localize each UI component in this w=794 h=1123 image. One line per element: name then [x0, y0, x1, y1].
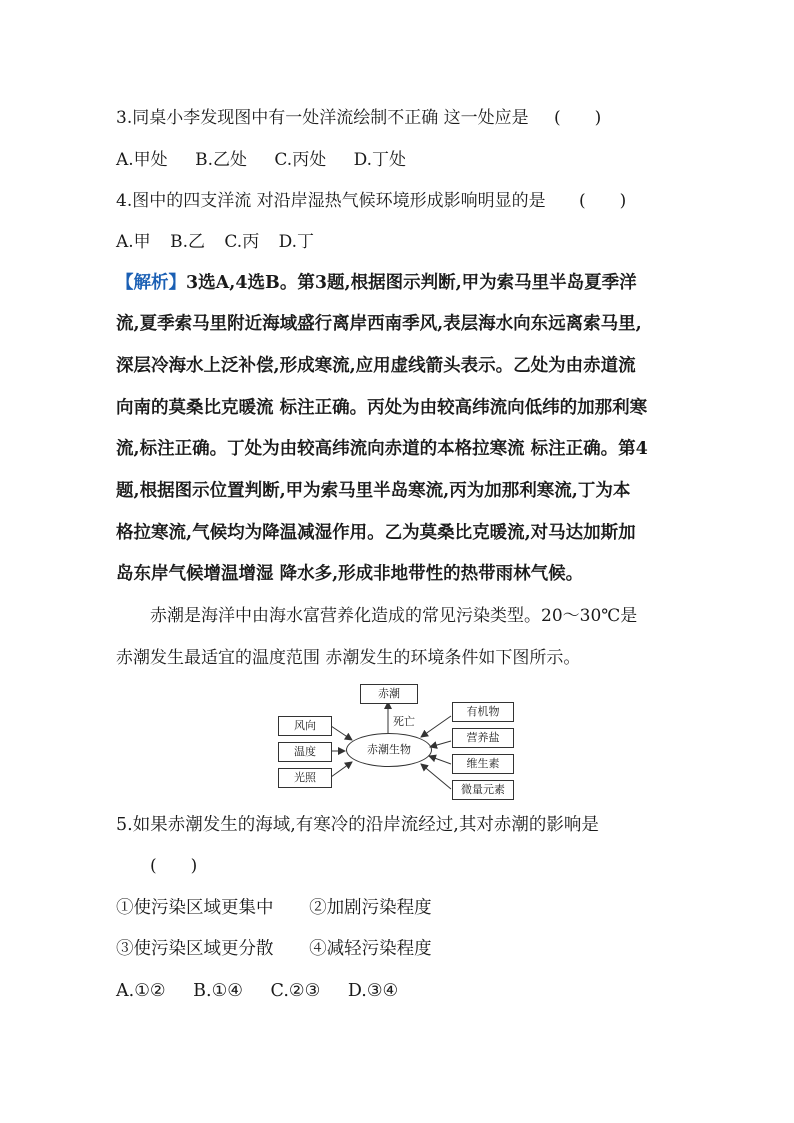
- q3-stem: 3.同桌小李发现图中有一处洋流绘制不正确 这一处应是: [116, 108, 529, 128]
- analysis-line-1: [116, 273, 637, 293]
- q5-choices-row-2: [116, 939, 432, 959]
- q5-options: [116, 981, 420, 1001]
- analysis-line-6: 题,根据图示位置判断,甲为索马里半岛寒流,丙为加那利寒流,丁为本: [116, 481, 631, 501]
- analysis-line-8: 岛东岸气候增温增湿 降水多,形成非地带性的热带雨林气候。: [116, 564, 584, 584]
- q4-stem: 4.图中的四支洋流 对沿岸湿热气候环境形成影响明显的是: [116, 191, 546, 211]
- q4-answer-paren: ( ): [579, 191, 627, 211]
- analysis-line-4: 向南的莫桑比克暖流 标注正确。丙处为由较高纬流向低纬的加那利寒: [116, 398, 648, 418]
- analysis-text-1: 3选A,4选B。第3题,根据图示判断,甲为索马里半岛夏季洋: [186, 273, 637, 293]
- q4-option-c: C.丙: [224, 232, 260, 252]
- q5-choice-4: ④减轻污染程度: [309, 939, 432, 959]
- q5-stem: 5.如果赤潮发生的海域,有寒冷的沿岸流经过,其对赤潮的影响是: [116, 815, 599, 835]
- q4-options: [116, 232, 336, 252]
- q4-option-d: D.丁: [278, 232, 315, 252]
- box-organic-matter: 有机物: [452, 702, 514, 722]
- q3-stem-line: [116, 108, 601, 128]
- q4-option-a: A.甲: [116, 232, 151, 252]
- box-light: 光照: [278, 768, 332, 788]
- arrow-organic: [421, 716, 451, 737]
- center-red-tide-organism: 赤潮生物: [346, 733, 432, 767]
- intro-line-2: 赤潮发生最适宜的温度范围 赤潮发生的环境条件如下图所示。: [116, 648, 581, 668]
- arrow-vitamin: [429, 756, 451, 764]
- box-vitamin: 维生素: [452, 754, 514, 774]
- box-nutrient-salt: 营养盐: [452, 728, 514, 748]
- q3-answer-paren: ( ): [554, 108, 602, 128]
- q3-option-b: B.乙处: [195, 150, 247, 170]
- box-temperature: 温度: [278, 742, 332, 762]
- arrow-wind: [331, 726, 352, 740]
- box-wind: 风向: [278, 716, 332, 736]
- q3-option-a: A.甲处: [116, 150, 168, 170]
- box-red-tide: 赤潮: [360, 684, 418, 704]
- q5-choice-2: ②加剧污染程度: [309, 898, 432, 918]
- q5-choices-row-1: [116, 898, 432, 918]
- q3-options: [116, 150, 428, 170]
- analysis-tag: 【解析】: [116, 273, 186, 293]
- q5-option-c: C.②③: [270, 981, 321, 1001]
- q5-choice-1: ①使污染区域更集中: [116, 898, 274, 918]
- arrow-trace: [421, 764, 451, 789]
- q5-choice-3: ③使污染区域更分散: [116, 939, 274, 959]
- q3-option-c: C.丙处: [274, 150, 327, 170]
- analysis-line-5: 流,标注正确。丁处为由较高纬流向赤道的本格拉寒流 标注正确。第4: [116, 439, 648, 459]
- q4-stem-line: [116, 191, 626, 211]
- q5-option-a: A.①②: [116, 981, 166, 1001]
- analysis-line-3: 深层冷海水上泛补偿,形成寒流,应用虚线箭头表示。乙处为由赤道流: [116, 356, 636, 376]
- q5-option-d: D.③④: [347, 981, 399, 1001]
- q5-option-b: B.①④: [193, 981, 243, 1001]
- q4-option-b: B.乙: [170, 232, 205, 252]
- analysis-line-7: 格拉寒流,气候均为降温减湿作用。乙为莫桑比克暖流,对马达加斯加: [116, 523, 636, 543]
- analysis-line-2: 流,夏季索马里附近海域盛行离岸西南季风,表层海水向东远离索马里,: [116, 314, 642, 334]
- q5-answer-paren: ( ): [150, 856, 198, 876]
- arrow-light: [331, 762, 352, 777]
- q3-option-d: D.丁处: [353, 150, 407, 170]
- box-trace-elements: 微量元素: [452, 780, 514, 800]
- intro-line-1: 赤潮是海洋中由海水富营养化造成的常见污染类型。20～30℃是: [150, 606, 638, 626]
- label-death: 死亡: [393, 715, 415, 728]
- arrow-nutrient: [430, 741, 451, 747]
